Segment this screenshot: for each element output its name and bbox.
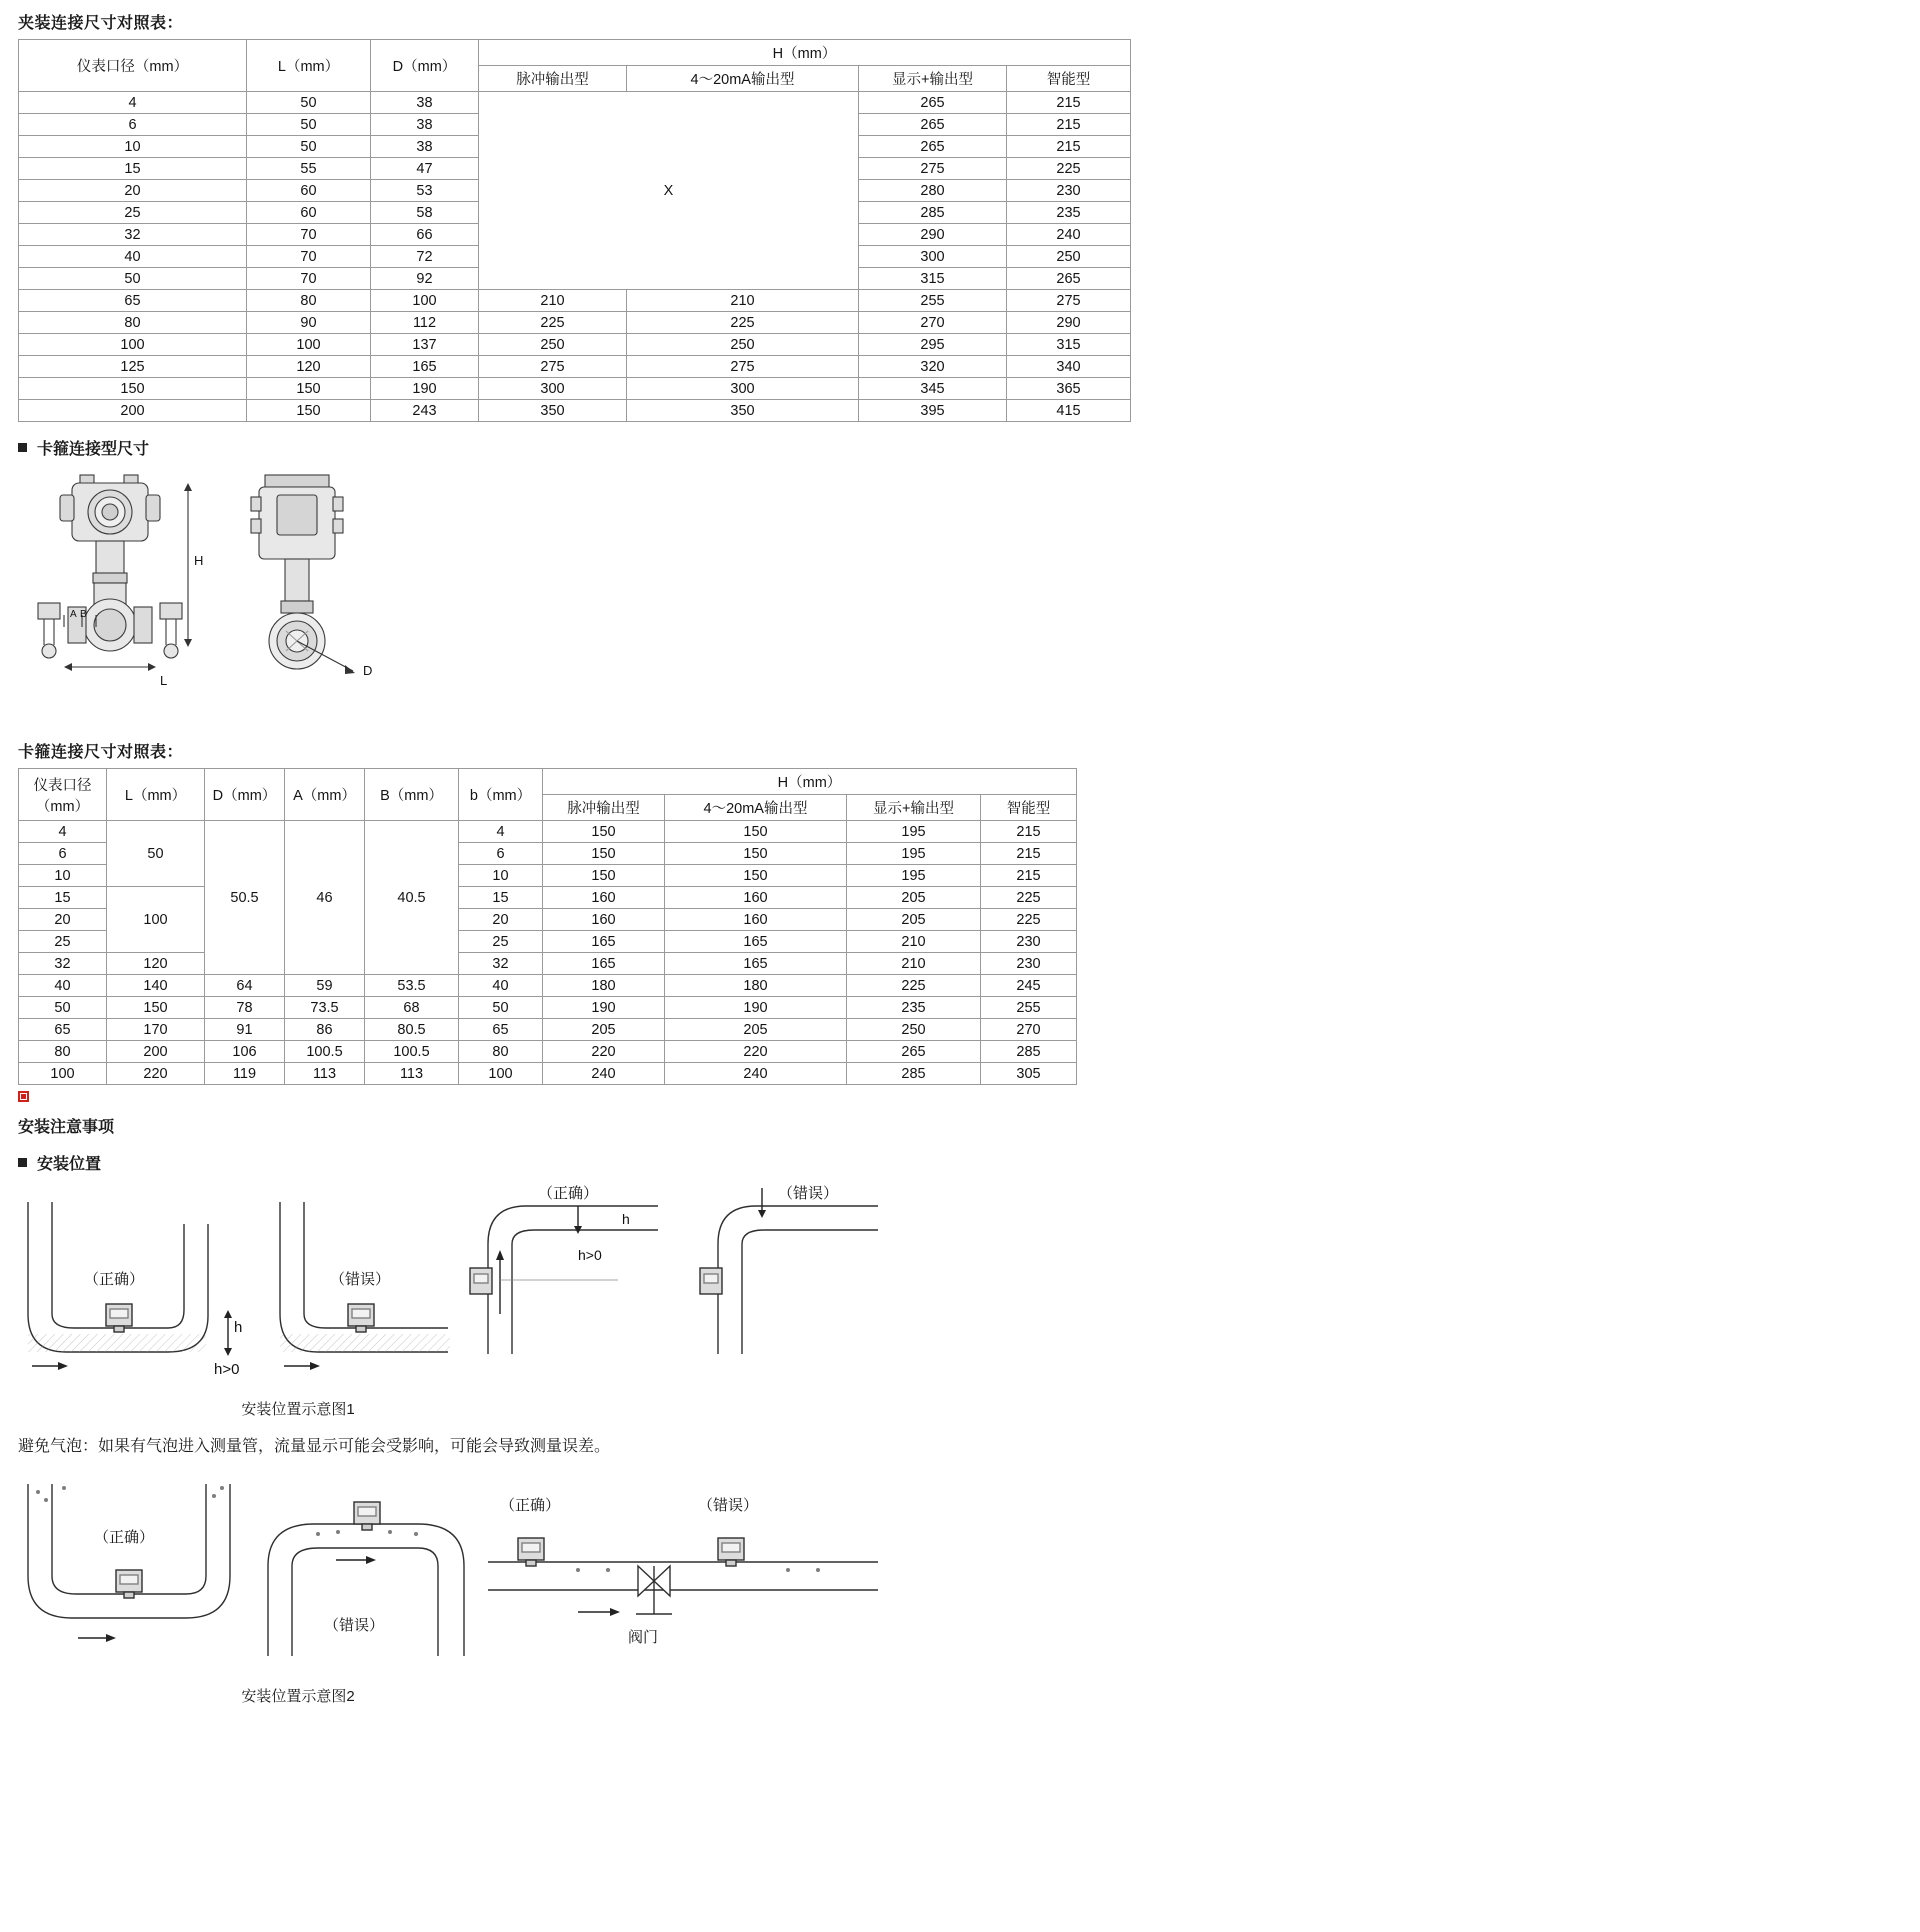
cell-smart: 250 [1007,246,1131,268]
figure-1-caption: 安装位置示意图1 [241,1401,355,1418]
header-display: 显示+输出型 [859,66,1007,92]
install-figure-1-drawing [18,1184,898,1394]
cell-d: 137 [371,334,479,356]
cell-d: 243 [371,400,479,422]
cell-dn: 20 [19,180,247,202]
label-wrong-1: （错误） [330,1271,391,1288]
table-row [19,356,1131,378]
cell-b: 80.5 [365,1019,459,1041]
cell-ma: 180 [665,975,847,997]
table-header-row [19,769,1077,795]
cell-dn: 10 [19,136,247,158]
cell-smart: 215 [1007,92,1131,114]
cell-display: 345 [859,378,1007,400]
cell-l: 200 [107,1041,205,1063]
cell-l: 150 [247,400,371,422]
cell-smart: 225 [1007,158,1131,180]
table-row [19,378,1131,400]
cell-smart: 340 [1007,356,1131,378]
cell-b: 100.5 [365,1041,459,1063]
header-b: B（mm） [365,769,459,821]
label-l: L [160,673,168,688]
header-display: 显示+输出型 [847,795,981,821]
label-wrong-3: （错误） [324,1617,385,1634]
cell-display: 285 [847,1063,981,1085]
cell-dn: 100 [19,1063,107,1085]
cell-smart: 230 [981,931,1077,953]
cell-pulse: 150 [543,821,665,843]
cell-dn: 80 [19,312,247,334]
label-correct-2: （正确） [538,1185,599,1202]
cell-d: 58 [371,202,479,224]
cell-smart: 290 [1007,312,1131,334]
install-position-label: 安装位置 [37,1156,102,1173]
cell-smart: 225 [981,887,1077,909]
cell-b-small: 32 [459,953,543,975]
clip-type-drawing [18,469,478,729]
cell-smart: 230 [981,953,1077,975]
cell-pulse: 300 [479,378,627,400]
cell-ma: 165 [665,953,847,975]
figure-2-caption: 安装位置示意图2 [241,1688,355,1705]
cell-b-small: 25 [459,931,543,953]
cell-merged-x: X [479,92,859,290]
cell-dn: 6 [19,114,247,136]
cell-d: 78 [205,997,285,1019]
cell-smart: 240 [1007,224,1131,246]
cell-smart: 230 [1007,180,1131,202]
cell-l: 70 [247,246,371,268]
cell-dn: 4 [19,92,247,114]
cell-display: 210 [847,931,981,953]
cell-dn: 15 [19,887,107,909]
cell-dn: 32 [19,224,247,246]
cell-smart: 255 [981,997,1077,1019]
cell-pulse: 205 [543,1019,665,1041]
cell-pulse: 220 [543,1041,665,1063]
cell-dn: 50 [19,268,247,290]
cell-dn: 125 [19,356,247,378]
cell-d: 38 [371,92,479,114]
cell-d: 92 [371,268,479,290]
table-row [19,997,1077,1019]
cell-dn: 32 [19,953,107,975]
cell-display: 205 [847,887,981,909]
label-h-gt0-1: h>0 [214,1361,240,1378]
cell-display: 265 [859,136,1007,158]
cell-smart: 245 [981,975,1077,997]
clip-section-label: 卡箍连接型尺寸 [37,441,150,458]
cell-ma: 150 [665,843,847,865]
cell-dn: 25 [19,931,107,953]
cell-b-small: 15 [459,887,543,909]
cell-l-merged: 50 [107,821,205,887]
cell-pulse: 225 [479,312,627,334]
cell-pulse: 150 [543,843,665,865]
cell-dn: 65 [19,1019,107,1041]
label-h-2: h [622,1211,630,1227]
cell-smart: 270 [981,1019,1077,1041]
label-h: H [194,553,204,568]
clip-type-figure [18,469,1920,729]
cell-display: 225 [847,975,981,997]
cell-display: 210 [847,953,981,975]
cell-pulse: 165 [543,953,665,975]
cell-ma: 165 [665,931,847,953]
clip-table-caption: 卡箍连接尺寸对照表： [18,744,184,761]
clip-section-heading [18,436,1920,459]
cell-pulse: 160 [543,909,665,931]
cell-l: 60 [247,202,371,224]
cell-smart: 215 [981,821,1077,843]
cell-display: 285 [859,202,1007,224]
header-a: A（mm） [285,769,365,821]
cell-b-small: 65 [459,1019,543,1041]
cell-display: 265 [847,1041,981,1063]
cell-ma: 240 [665,1063,847,1085]
label-correct-1: （正确） [84,1271,145,1288]
bullet-square-icon [18,443,27,452]
cell-dn: 25 [19,202,247,224]
install-position-figure-2 [18,1466,1920,1706]
header-smart: 智能型 [1007,66,1131,92]
cell-l: 50 [247,92,371,114]
cell-smart: 215 [981,865,1077,887]
cell-l: 50 [247,136,371,158]
cell-smart: 415 [1007,400,1131,422]
cell-ma: 275 [627,356,859,378]
table-row [19,334,1131,356]
clip-dimension-table [18,768,1077,1085]
cell-d: 119 [205,1063,285,1085]
cell-ma: 150 [665,865,847,887]
bubble-avoid-note: 避免气泡：如果有气泡进入测量管，流量显示可能会受影响，可能会导致测量误差。 [18,1438,611,1455]
install-figure-2-drawing [18,1466,898,1681]
cell-ma: 190 [665,997,847,1019]
cell-pulse: 275 [479,356,627,378]
cell-display: 250 [847,1019,981,1041]
cell-dn: 65 [19,290,247,312]
cell-l: 60 [247,180,371,202]
cell-b-small: 80 [459,1041,543,1063]
label-correct-3: （正确） [94,1529,155,1546]
cell-l: 80 [247,290,371,312]
header-ma: 4～20mA输出型 [627,66,859,92]
header-dn: 仪表口径（mm） [19,769,107,821]
cell-smart: 215 [1007,136,1131,158]
cell-smart: 285 [981,1041,1077,1063]
cell-d-merged: 50.5 [205,821,285,975]
cell-l: 120 [247,356,371,378]
cell-b: 53.5 [365,975,459,997]
cell-d: 91 [205,1019,285,1041]
cell-ma: 225 [627,312,859,334]
cell-ma: 160 [665,909,847,931]
table-row [19,975,1077,997]
cell-ma: 210 [627,290,859,312]
cell-pulse: 190 [543,997,665,1019]
cell-d: 72 [371,246,479,268]
header-pulse: 脉冲输出型 [543,795,665,821]
clamp-table-caption: 夹装连接尺寸对照表： [18,15,184,32]
cell-dn: 10 [19,865,107,887]
cell-l: 70 [247,268,371,290]
label-valve: 阀门 [628,1629,659,1646]
cell-l: 100 [247,334,371,356]
cell-l: 150 [247,378,371,400]
cell-dn: 100 [19,334,247,356]
cell-a: 113 [285,1063,365,1085]
cell-smart: 215 [1007,114,1131,136]
cell-smart: 265 [1007,268,1131,290]
cell-pulse: 180 [543,975,665,997]
cell-d: 100 [371,290,479,312]
cell-pulse: 350 [479,400,627,422]
cell-ma: 250 [627,334,859,356]
cell-dn: 6 [19,843,107,865]
cell-a: 100.5 [285,1041,365,1063]
header-d: D（mm） [371,40,479,92]
header-l: L（mm） [247,40,371,92]
cell-pulse: 240 [543,1063,665,1085]
table-row [19,821,1077,843]
cell-b-small: 20 [459,909,543,931]
red-marker-icon [18,1091,29,1102]
cell-a: 73.5 [285,997,365,1019]
cell-b-small: 100 [459,1063,543,1085]
cell-dn: 50 [19,997,107,1019]
cell-b-merged: 40.5 [365,821,459,975]
cell-display: 195 [847,865,981,887]
header-ma: 4～20mA输出型 [665,795,847,821]
header-h-group: H（mm） [479,40,1131,66]
cell-d: 112 [371,312,479,334]
cell-l: 70 [247,224,371,246]
cell-dn: 40 [19,975,107,997]
cell-smart: 315 [1007,334,1131,356]
table-row [19,1063,1077,1085]
cell-smart: 235 [1007,202,1131,224]
header-l: L（mm） [107,769,205,821]
cell-smart: 365 [1007,378,1131,400]
cell-l: 140 [107,975,205,997]
cell-dn: 200 [19,400,247,422]
cell-display: 300 [859,246,1007,268]
cell-b-small: 6 [459,843,543,865]
label-h-gt0-2: h>0 [578,1247,602,1263]
cell-d: 190 [371,378,479,400]
cell-display: 270 [859,312,1007,334]
cell-b: 68 [365,997,459,1019]
label-a: A [70,609,77,620]
cell-b-small: 4 [459,821,543,843]
cell-l: 150 [107,997,205,1019]
table-row [19,290,1131,312]
cell-ma: 350 [627,400,859,422]
cell-display: 315 [859,268,1007,290]
cell-display: 265 [859,92,1007,114]
cell-pulse: 160 [543,887,665,909]
cell-dn: 150 [19,378,247,400]
cell-b: 113 [365,1063,459,1085]
cell-display: 205 [847,909,981,931]
cell-dn: 20 [19,909,107,931]
cell-display: 395 [859,400,1007,422]
cell-a: 59 [285,975,365,997]
table-header-row [19,40,1131,66]
cell-d: 47 [371,158,479,180]
cell-display: 320 [859,356,1007,378]
cell-pulse: 165 [543,931,665,953]
cell-display: 195 [847,843,981,865]
cell-display: 275 [859,158,1007,180]
cell-display: 295 [859,334,1007,356]
cell-display: 290 [859,224,1007,246]
header-smart: 智能型 [981,795,1077,821]
cell-ma: 150 [665,821,847,843]
cell-l: 170 [107,1019,205,1041]
table-row [19,400,1131,422]
bullet-square-icon [18,1158,27,1167]
install-notes-heading: 安装注意事项 [18,1119,115,1136]
table-row [19,312,1131,334]
cell-ma: 300 [627,378,859,400]
header-b-small: b（mm） [459,769,543,821]
cell-l: 90 [247,312,371,334]
cell-d: 38 [371,136,479,158]
cell-display: 280 [859,180,1007,202]
cell-a: 86 [285,1019,365,1041]
label-correct-4: （正确） [500,1497,561,1514]
label-wrong-2: （错误） [778,1185,839,1202]
cell-pulse: 250 [479,334,627,356]
cell-l: 220 [107,1063,205,1085]
table-row [19,1019,1077,1041]
cell-d: 165 [371,356,479,378]
cell-ma: 205 [665,1019,847,1041]
cell-dn: 4 [19,821,107,843]
header-h-group: H（mm） [543,769,1077,795]
table-row [19,92,1131,114]
clamp-dimension-table [18,39,1131,422]
cell-smart: 305 [981,1063,1077,1085]
cell-display: 235 [847,997,981,1019]
cell-d: 38 [371,114,479,136]
header-dn: 仪表口径（mm） [19,40,247,92]
cell-b-small: 10 [459,865,543,887]
cell-smart: 225 [981,909,1077,931]
cell-b-small: 40 [459,975,543,997]
header-d: D（mm） [205,769,285,821]
cell-d: 106 [205,1041,285,1063]
cell-pulse: 150 [543,865,665,887]
cell-smart: 275 [1007,290,1131,312]
cell-l: 120 [107,953,205,975]
install-position-heading [18,1151,1920,1174]
header-pulse: 脉冲输出型 [479,66,627,92]
label-h-1: h [234,1319,243,1336]
label-b: B [80,609,87,620]
cell-display: 195 [847,821,981,843]
label-d: D [363,663,373,678]
cell-smart: 215 [981,843,1077,865]
cell-pulse: 210 [479,290,627,312]
table-row [19,1041,1077,1063]
cell-l: 50 [247,114,371,136]
document-page [0,10,1920,1706]
cell-d: 64 [205,975,285,997]
cell-display: 265 [859,114,1007,136]
cell-l-merged: 100 [107,887,205,953]
cell-b-small: 50 [459,997,543,1019]
cell-dn: 15 [19,158,247,180]
cell-dn: 40 [19,246,247,268]
table-row [19,887,1077,909]
cell-d: 66 [371,224,479,246]
cell-a-merged: 46 [285,821,365,975]
cell-d: 53 [371,180,479,202]
cell-ma: 220 [665,1041,847,1063]
table-row [19,953,1077,975]
cell-ma: 160 [665,887,847,909]
install-position-figure-1 [18,1184,1920,1419]
cell-l: 55 [247,158,371,180]
cell-display: 255 [859,290,1007,312]
label-wrong-4: （错误） [698,1497,759,1514]
cell-dn: 80 [19,1041,107,1063]
